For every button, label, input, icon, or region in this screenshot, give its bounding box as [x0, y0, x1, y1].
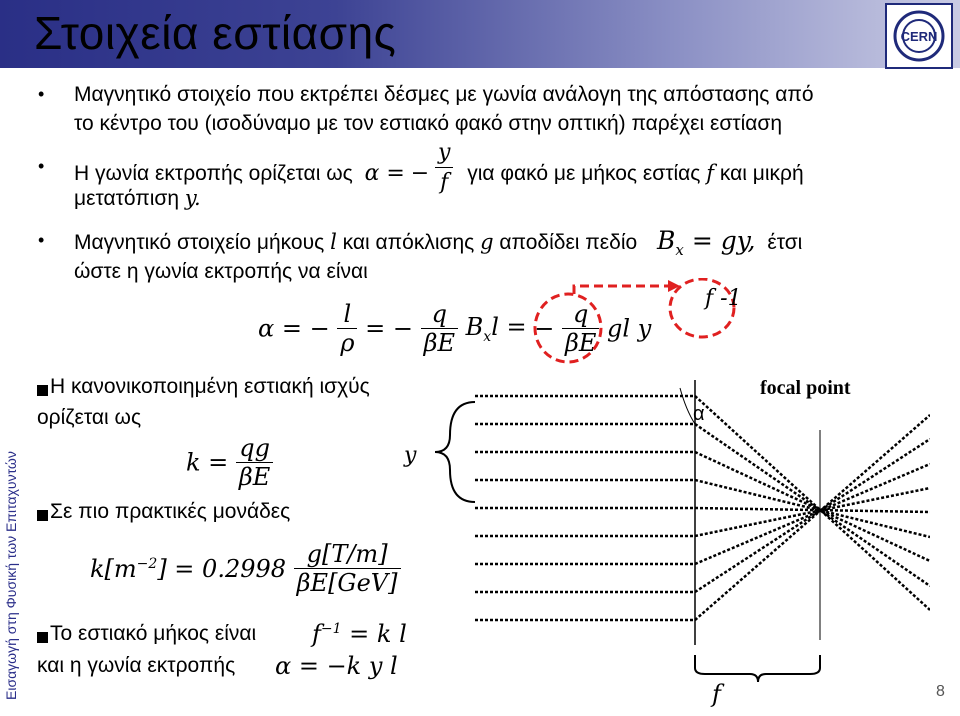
f-label: f: [712, 680, 721, 708]
bullet-2: [38, 140, 934, 210]
cern-logo: [885, 3, 953, 69]
square-1-line-2: ορίζεται ως: [37, 406, 142, 429]
red-annotation: [500, 278, 740, 368]
bullet-3-post: έτσι: [767, 231, 803, 254]
k-definition-formula: k = $\frac{qg}{\beta E}$: [186, 434, 273, 491]
bullet-dot: •: [38, 230, 45, 250]
focusing-diagram: [390, 370, 930, 710]
f-brace: [695, 655, 820, 682]
bullet-2-y: y.: [184, 186, 201, 210]
f-inverse-label: f -1: [705, 286, 742, 311]
y-label: y: [404, 443, 417, 468]
square-bullet: [37, 632, 48, 643]
bullet-dot: •: [38, 84, 45, 104]
bullet-3-l: l: [330, 230, 337, 254]
ray-converging: [695, 396, 930, 610]
y-over-f-fraction: $\frac{y}{f}$: [435, 138, 453, 197]
square-2-line-1: Σε πιο πρακτικές μονάδες: [50, 500, 291, 523]
bullet-2-post: για φακό με μήκος εστίας: [467, 162, 701, 186]
bullet-1: [38, 80, 814, 138]
y-brace: [435, 402, 475, 502]
ray-converging: [695, 424, 930, 586]
alpha-kyl-formula: α = −k y l: [275, 652, 398, 680]
square-bullet: [37, 385, 48, 396]
square-1-line-1: Η κανονικοποιημένη εστιακή ισχύς: [50, 375, 370, 398]
bullet-2-pre: Η γωνία εκτροπής ορίζεται ως: [74, 162, 353, 186]
beam-rays: [475, 396, 930, 620]
page-title: Στοιχεία εστίασης: [34, 7, 397, 59]
logo-text: CERN: [900, 29, 938, 44]
red-circle-left: [535, 294, 601, 362]
bullet-2-f: f: [706, 161, 715, 186]
square-3-line-2: και η γωνία εκτροπής: [37, 654, 236, 677]
ray-converging: [695, 415, 930, 620]
red-arrow-line: [574, 286, 668, 294]
bullet-3-pre: Μαγνητικό στοιχείο μήκους: [74, 231, 325, 254]
bx-formula: $B_x$ = gy,: [657, 226, 756, 259]
sidebar-label: Εισαγωγή στη Φυσική των Επιταχυντών: [3, 451, 19, 700]
bullet-2-post2: και μικρή: [719, 162, 804, 186]
bullet-1-line-1: Μαγνητικό στοιχείο που εκτρέπει δέσμες με γωνία ανάλογη της απόστασης από: [74, 83, 814, 106]
focal-length-formula: $f^{-1} = k$ l: [312, 620, 407, 648]
ray-converging: [695, 452, 930, 561]
focal-point-label: focal point: [760, 377, 851, 399]
k-practical-formula: $k[m^{-2}] = 0.2998$ $\frac{g[T/m]}{\text{βE[GeV]}}$: [90, 540, 401, 597]
square-bullet: [37, 510, 48, 521]
bullet-3-mid2: αποδίδει πεδίο: [499, 231, 638, 254]
alpha-eq-formula: α =: [364, 161, 405, 187]
ray-converging: [695, 464, 930, 564]
bullet-dot: •: [38, 156, 45, 176]
square-3-line-1: Το εστιακό μήκος είναι: [50, 622, 257, 645]
ray-converging: [695, 439, 930, 592]
bullet-3-mid1: και απόκλισης: [342, 231, 475, 254]
alpha-main-equation: α = − $\frac{l}{\rho}$ = − $\frac{q}{\beta E}$ $B_xl$ = − $\frac{q}{\beta E}$ gl y: [258, 300, 652, 357]
page-number: 8: [936, 683, 945, 700]
bullet-3-line-2: ώστε η γωνία εκτροπής να είναι: [74, 260, 368, 283]
minus-sign: −: [410, 161, 430, 187]
bullet-2-line-2: μετατόπιση: [74, 187, 180, 210]
bullet-3-g: g: [480, 230, 494, 254]
bullet-1-line-2: το κέντρο του (ισοδύναμο με τον εστιακό φακό στην οπτική) παρέχει εστίαση: [74, 112, 783, 135]
alpha-label: α: [693, 403, 705, 425]
